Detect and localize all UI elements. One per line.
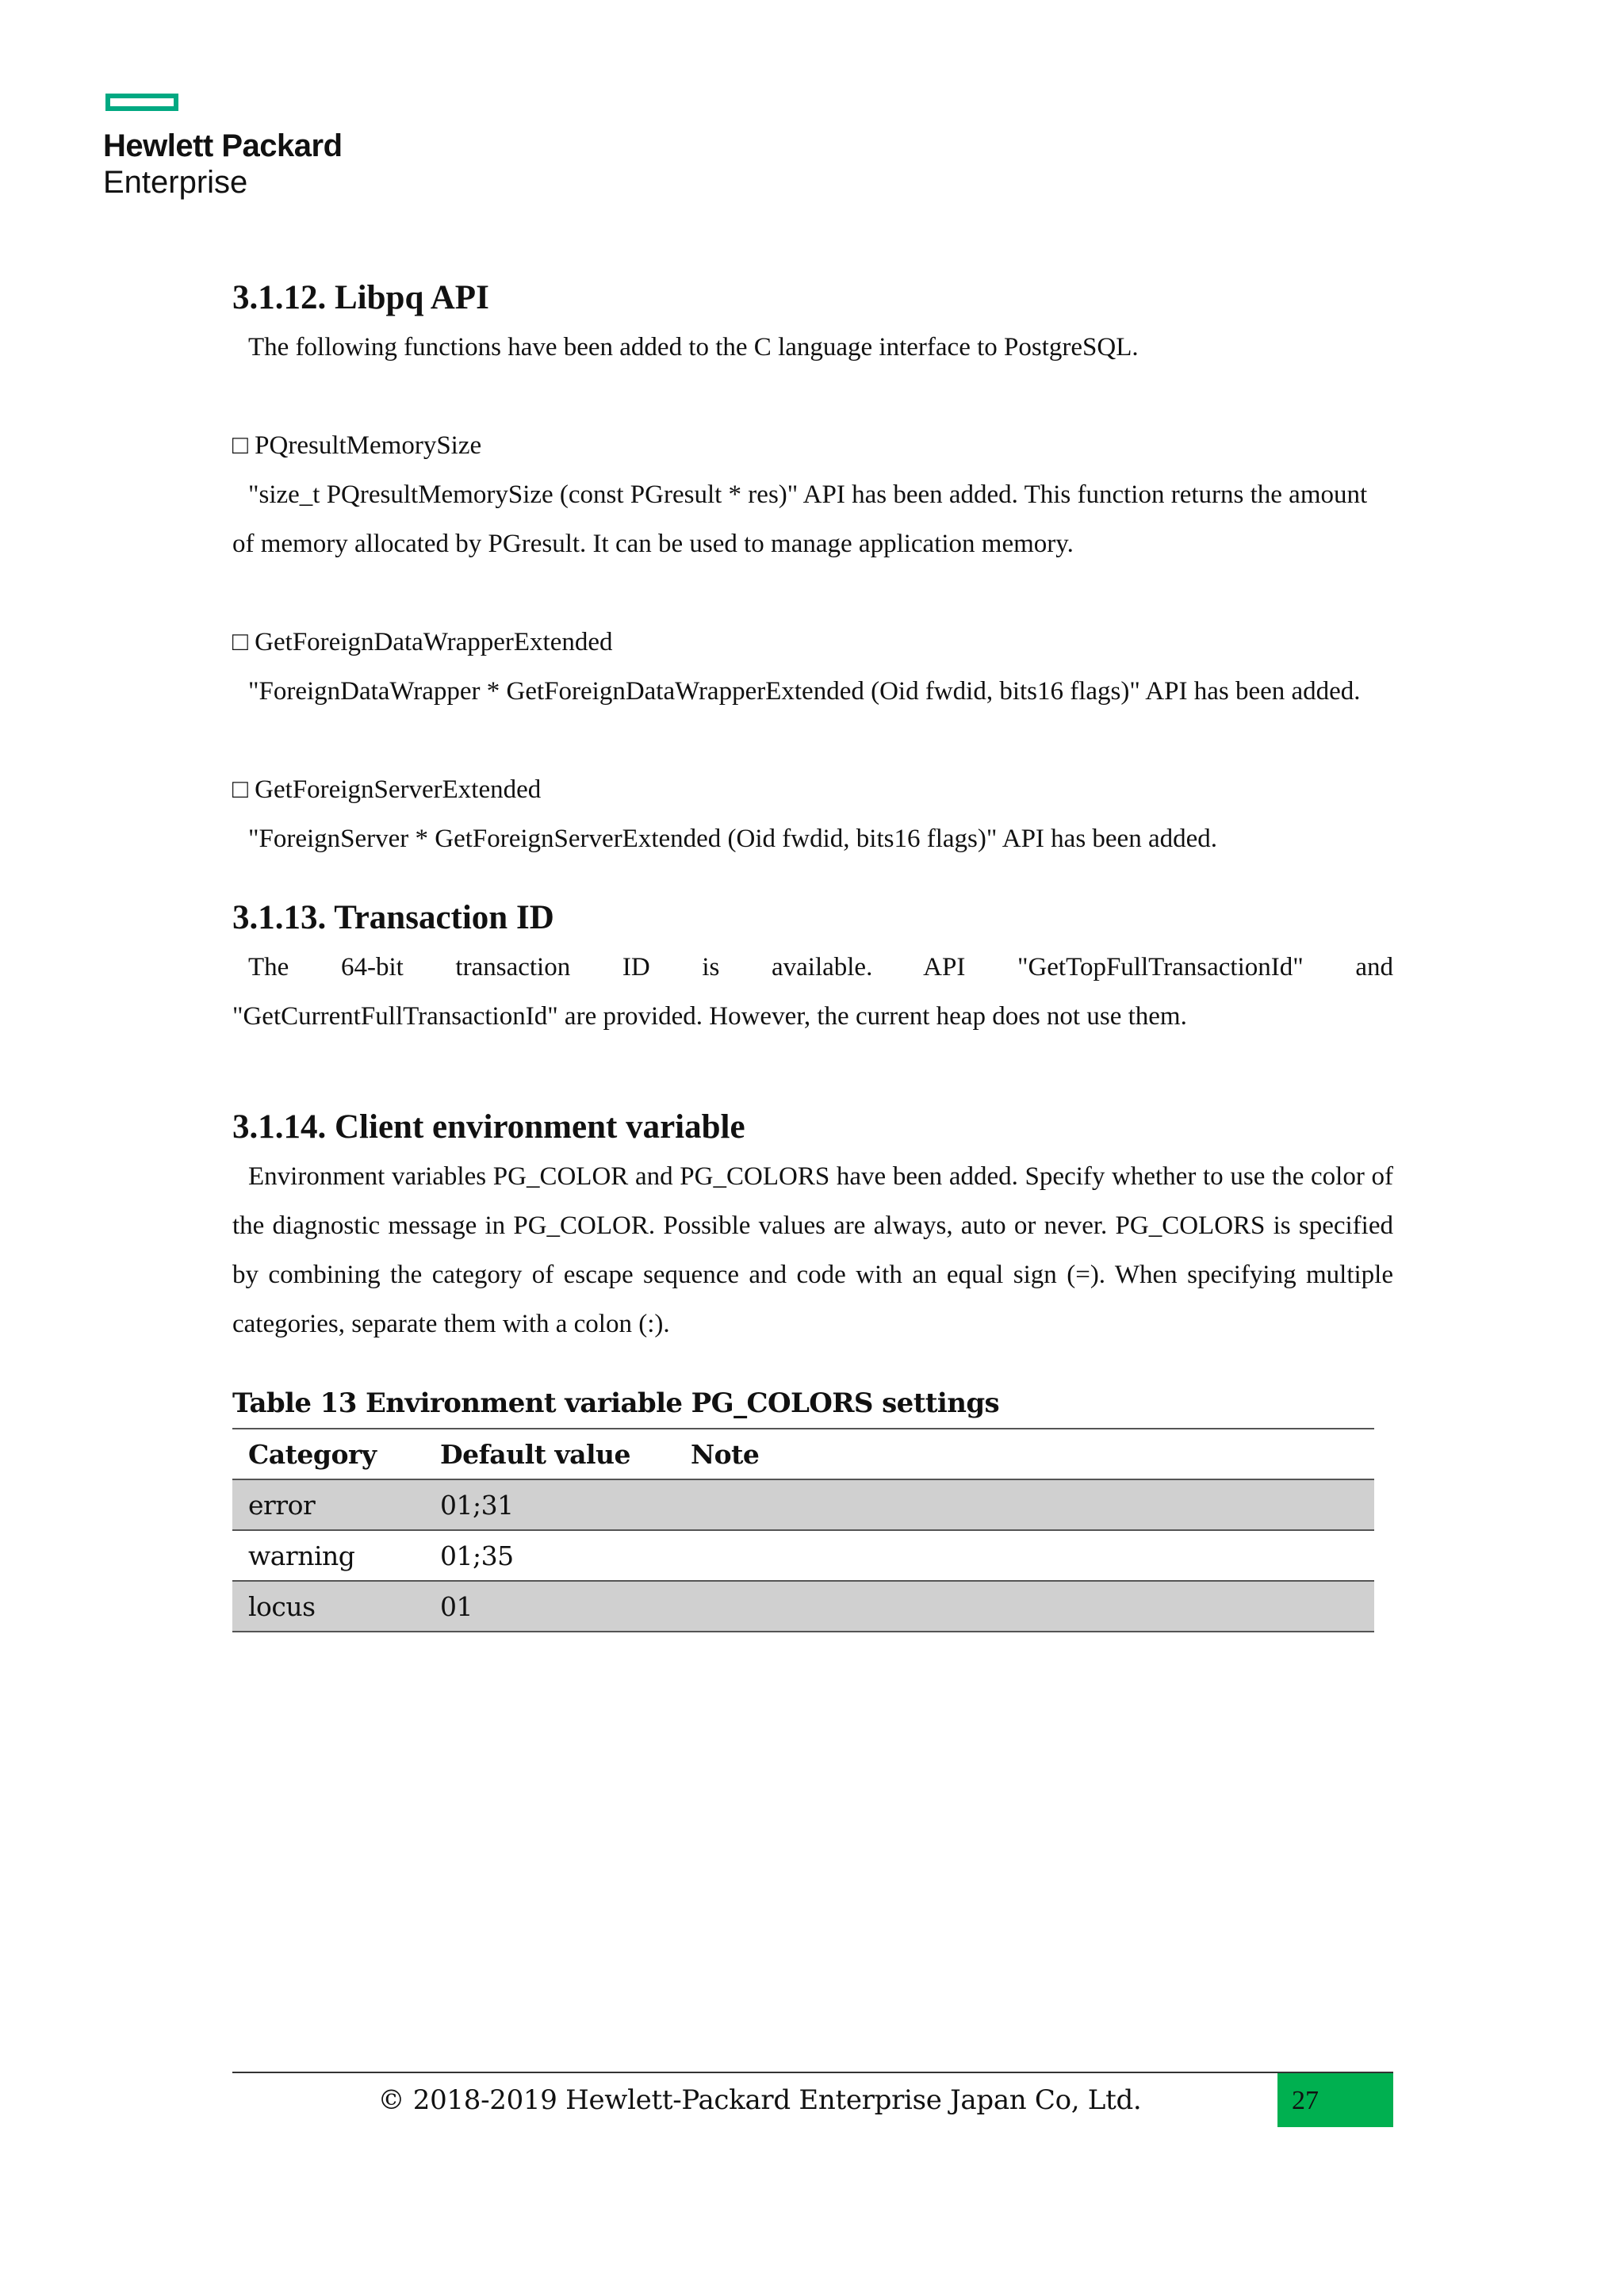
cell-category: warning [248, 1540, 355, 1571]
item-text-getforeignserverextended: "ForeignServer * GetForeignServerExtended (Oid fwdid, bits16 flags)" API has been added. [248, 825, 1217, 853]
table-header-row [232, 1429, 1374, 1479]
cell-default-value: 01 [440, 1590, 473, 1622]
column-header-category: Category [248, 1438, 377, 1470]
cell-default-value: 01;35 [440, 1540, 514, 1571]
column-header-default-value: Default value [440, 1438, 631, 1470]
cell-category: error [248, 1489, 316, 1521]
cell-default-value: 01;31 [440, 1489, 514, 1521]
section-heading-transaction-id: 3.1.13. Transaction ID [232, 899, 554, 936]
footer-copyright: © 2018-2019 Hewlett-Packard Enterprise Japan Co, Ltd. [377, 2084, 1142, 2116]
cell-note [675, 1581, 1374, 1632]
pg-colors-table [232, 1428, 1374, 1632]
cell-note [675, 1530, 1374, 1581]
txid-text-line1: The 64-bit transaction ID is available. API "GetTopFullTransactionId" and [248, 953, 1393, 982]
hpe-logo-rectangle-icon [105, 94, 178, 111]
item-title-pqresultmemorysize: □ PQresultMemorySize [232, 431, 482, 460]
env-text: Environment variables PG_COLOR and PG_COLORS have been added. Specify whether to use the color of the diagnostic message in PG_COLOR. Possible values are always, auto or never. PG_COLORS is specified by combining the category of escape sequence and code with an equal sign (=). When specifying multiple categories, separate them with a colon (:). [232, 1162, 1393, 1338]
item-text-pqresultmemorysize: "size_t PQresultMemorySize (const PGresult * res)" API has been added. This function returns the amount of memory allocated by PGresult. It can be used to manage application memory. [232, 480, 1368, 558]
page-number: 27 [1292, 2086, 1319, 2115]
table-row [232, 1479, 1374, 1530]
table-caption: Table 13 Environment variable PG_COLORS settings [232, 1387, 1000, 1419]
section-heading-client-env: 3.1.14. Client environment variable [232, 1108, 745, 1146]
libpq-intro: The following functions have been added to the C language interface to PostgreSQL. [248, 333, 1139, 362]
cell-category: locus [248, 1590, 316, 1622]
section-heading-libpq: 3.1.12. Libpq API [232, 279, 489, 316]
cell-note [675, 1479, 1374, 1530]
txid-text-line2: "GetCurrentFullTransactionId" are provided. However, the current heap does not use them. [232, 1002, 1187, 1031]
logo-text-line2: Enterprise [103, 165, 248, 200]
document-body [232, 274, 1393, 1632]
item-title-getforeignserverextended: □ GetForeignServerExtended [232, 775, 542, 804]
table-row [232, 1581, 1374, 1632]
item-title-getforeigndatawrapperextended: □ GetForeignDataWrapperExtended [232, 628, 613, 656]
item-text-getforeigndatawrapperextended: "ForeignDataWrapper * GetForeignDataWrapperExtended (Oid fwdid, bits16 flags)" API has been added. [248, 677, 1361, 706]
page-number-box [1277, 2073, 1393, 2127]
footer-divider [232, 2072, 1393, 2073]
table-row [232, 1530, 1374, 1581]
logo-text-line1: Hewlett Packard [103, 128, 343, 163]
column-header-note: Note [691, 1438, 760, 1470]
